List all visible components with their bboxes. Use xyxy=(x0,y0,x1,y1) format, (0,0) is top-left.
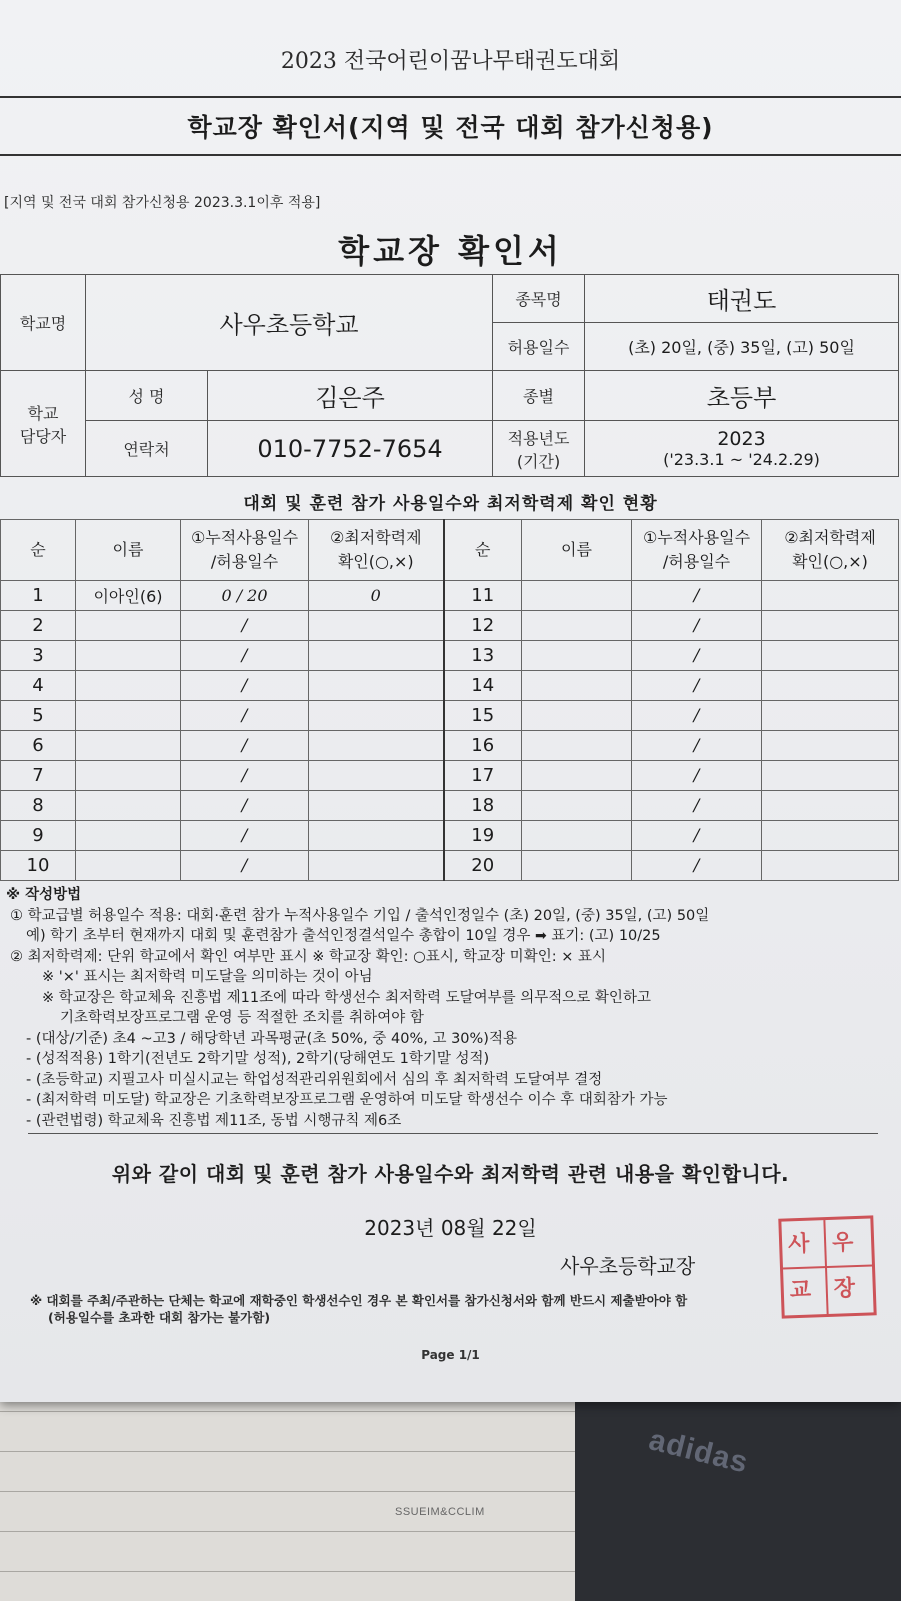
row-days: / xyxy=(632,581,762,611)
row-name xyxy=(76,611,181,641)
table-row xyxy=(1,731,899,761)
footnote xyxy=(30,1292,687,1326)
col-grade-2-line2: 확인(○,×) xyxy=(792,552,868,571)
row-grade xyxy=(762,761,899,791)
col-days-2-line1: ①누적사용일수 xyxy=(642,528,751,547)
method-divider xyxy=(28,1133,878,1134)
row-no: 20 xyxy=(444,851,522,881)
row-no: 5 xyxy=(1,701,76,731)
col-days-2 xyxy=(632,520,762,581)
manager-label xyxy=(1,371,86,477)
row-grade xyxy=(762,701,899,731)
col-name: 이름 xyxy=(76,520,181,581)
table-row xyxy=(1,761,899,791)
row-name xyxy=(522,581,632,611)
row-days: / xyxy=(632,701,762,731)
method-line: ※ 학교장은 학교체육 진흥법 제11조에 따라 학생선수 최저학력 도달여부를 의무적으로 확인하고 xyxy=(42,989,651,1006)
row-grade xyxy=(309,701,444,731)
table-row xyxy=(1,581,899,611)
method-line: - (관련법령) 학교체육 진흥법 제11조, 동법 시행규칙 제6조 xyxy=(26,1112,402,1129)
row-no: 6 xyxy=(1,731,76,761)
col-days-line1: ①누적사용일수 xyxy=(190,528,299,547)
allowed-days-value: (초) 20일, (중) 35일, (고) 50일 xyxy=(585,323,899,371)
bag-logo: adidas xyxy=(645,1423,752,1480)
row-name xyxy=(76,761,181,791)
footnote-line2: (허용일수를 초과한 대회 참가는 불가함) xyxy=(48,1310,271,1325)
method-line: - (성적적용) 1학기(전년도 2학기말 성적), 2학기(당해연도 1학기말 성적) xyxy=(26,1051,490,1067)
row-days: / xyxy=(632,851,762,881)
row-days: / xyxy=(181,791,309,821)
row-grade xyxy=(309,671,444,701)
row-grade xyxy=(762,791,899,821)
row-days: / xyxy=(181,761,309,791)
row-no: 15 xyxy=(444,701,522,731)
year-cell xyxy=(585,421,899,477)
row-grade xyxy=(309,641,444,671)
row-name xyxy=(522,671,632,701)
row-no: 12 xyxy=(444,611,522,641)
allowed-days-label: 허용일수 xyxy=(493,323,585,371)
method-line: 기초학력보장프로그램 운영 등 적절한 조치를 취하여야 함 xyxy=(60,1010,424,1026)
header-divider-bottom xyxy=(0,154,901,156)
col-no: 순 xyxy=(1,520,76,581)
row-no: 1 xyxy=(1,581,76,611)
table-row xyxy=(1,671,899,701)
year-label-line2: (기간) xyxy=(516,451,561,471)
row-name xyxy=(522,611,632,641)
method-example-notation: 표기: (고) 10/25 xyxy=(551,928,661,944)
row-days: / xyxy=(632,791,762,821)
row-grade xyxy=(762,611,899,641)
row-no: 11 xyxy=(444,581,522,611)
underlying-paper xyxy=(0,1370,575,1601)
method-heading: ※ 작성방법 xyxy=(6,887,82,903)
row-name: 이아인(6) xyxy=(76,581,181,611)
row-no: 13 xyxy=(444,641,522,671)
underlying-paper-code: SSUEIM&CCLIM xyxy=(395,1506,485,1518)
method-example-text: 예) 학기 초부터 현재까지 대회 및 훈련참가 출석인정결석일수 총합이 10일 경우 xyxy=(26,928,531,944)
row-name xyxy=(76,701,181,731)
category-label: 종별 xyxy=(493,371,585,421)
header-divider-top xyxy=(0,96,901,98)
col-grade-2 xyxy=(762,520,899,581)
row-days: / xyxy=(181,611,309,641)
contact-value: 010-7752-7654 xyxy=(208,421,493,477)
row-days: / xyxy=(181,701,309,731)
table-row xyxy=(1,821,899,851)
table-row xyxy=(1,611,899,641)
writing-method xyxy=(6,885,886,1131)
row-no: 8 xyxy=(1,791,76,821)
row-name xyxy=(522,761,632,791)
status-table xyxy=(0,519,899,881)
method-line: - (초등학교) 지필고사 미실시교는 학업성적관리위원회에서 심의 후 최저학력 도달여부 결정 xyxy=(26,1071,603,1088)
row-name xyxy=(76,851,181,881)
row-no: 9 xyxy=(1,821,76,851)
seal-character: 장 xyxy=(833,1275,856,1302)
row-grade xyxy=(309,821,444,851)
row-no: 16 xyxy=(444,731,522,761)
row-days: / xyxy=(632,641,762,671)
row-grade xyxy=(762,851,899,881)
row-no: 14 xyxy=(444,671,522,701)
row-days: 0 / 20 xyxy=(181,581,309,611)
event-value: 태권도 xyxy=(585,275,899,323)
header-title: 학교장 확인서(지역 및 전국 대회 참가신청용) xyxy=(187,113,714,142)
table-row xyxy=(1,641,899,671)
row-days: / xyxy=(181,731,309,761)
col-grade-2-line1: ②최저학력제 xyxy=(784,528,876,547)
row-no: 18 xyxy=(444,791,522,821)
school-label: 학교명 xyxy=(1,275,86,371)
method-line: - (대상/기준) 초4 ~고3 / 해당학년 과목평균(초 50%, 중 40%, 고 30%)적용 xyxy=(26,1030,517,1047)
row-days: / xyxy=(181,671,309,701)
footnote-line1: ※ 대회를 주최/주관하는 단체는 학교에 재학중인 학생선수인 경우 본 확인서를 참가신청서와 함께 반드시 제출받아야 함 xyxy=(30,1293,688,1308)
row-no: 4 xyxy=(1,671,76,701)
row-name xyxy=(522,791,632,821)
info-table xyxy=(0,274,899,477)
row-days: / xyxy=(181,851,309,881)
col-grade-line2: 확인(○,×) xyxy=(337,552,414,571)
table-row xyxy=(1,851,899,881)
event-name: 2023 전국어린이꿈나무태권도대회 xyxy=(280,49,621,74)
col-no-2: 순 xyxy=(444,520,522,581)
row-no: 3 xyxy=(1,641,76,671)
row-name xyxy=(76,671,181,701)
row-no: 10 xyxy=(1,851,76,881)
event-label: 종목명 xyxy=(493,275,585,323)
seal-divider-horizontal xyxy=(783,1264,872,1269)
row-grade xyxy=(309,761,444,791)
seal-character: 우 xyxy=(831,1229,854,1256)
method-example xyxy=(6,926,886,947)
row-days: / xyxy=(632,821,762,851)
row-days: / xyxy=(181,821,309,851)
year-label-line1: 적용년도 xyxy=(507,428,570,448)
row-grade xyxy=(309,611,444,641)
table-row xyxy=(1,701,899,731)
row-days: / xyxy=(632,731,762,761)
status-header-row xyxy=(1,520,899,581)
row-grade xyxy=(309,791,444,821)
status-section-title: 대회 및 훈련 참가 사용일수와 최저학력제 확인 현황 xyxy=(243,494,658,514)
col-days xyxy=(181,520,309,581)
row-days: / xyxy=(632,611,762,641)
row-grade xyxy=(762,821,899,851)
row-days: / xyxy=(181,641,309,671)
col-days-line2: /허용일수 xyxy=(210,552,279,571)
method-line: ② 최저학력제: 단위 학교에서 확인 여부만 표시 ※ 학교장 확인: ○표시, 학교장 미확인: × 표시 xyxy=(10,948,606,965)
row-grade xyxy=(762,641,899,671)
row-name xyxy=(522,701,632,731)
manager-name: 김은주 xyxy=(208,371,493,421)
year-period: ('23.3.1 ~ '24.2.29) xyxy=(663,450,820,469)
method-line: ※ '×' 표시는 최저학력 미도달을 의미하는 것이 아님 xyxy=(42,969,373,985)
method-line: ① 학교급별 허용일수 적용: 대회·훈련 참가 누적사용일수 기입 / 출석인정일수 (초) 20일, (중) 35일, (고) 50일 xyxy=(10,907,710,924)
row-grade xyxy=(762,671,899,701)
manager-label-line1: 학교 xyxy=(27,403,59,423)
row-name xyxy=(522,821,632,851)
principal-seal xyxy=(778,1215,876,1318)
col-grade-line1: ②최저학력제 xyxy=(329,528,422,547)
school-name: 사우초등학교 xyxy=(86,275,493,371)
confirmation-statement: 위와 같이 대회 및 훈련 참가 사용일수와 최저학력 관련 내용을 확인합니다. xyxy=(111,1162,790,1186)
row-name xyxy=(76,641,181,671)
row-no: 19 xyxy=(444,821,522,851)
row-name xyxy=(76,791,181,821)
table-row xyxy=(1,791,899,821)
year-value: 2023 xyxy=(717,428,766,450)
category-value: 초등부 xyxy=(585,371,899,421)
seal-character: 사 xyxy=(787,1230,810,1258)
row-grade xyxy=(762,581,899,611)
row-no: 7 xyxy=(1,761,76,791)
row-grade xyxy=(309,731,444,761)
method-line: - (최저학력 미도달) 학교장은 기초학력보장프로그램 운영하여 미도달 학생선수 이수 후 대회참가 가능 xyxy=(26,1092,668,1108)
arrow-right-icon: ➡ xyxy=(535,928,547,944)
row-no: 17 xyxy=(444,761,522,791)
year-label xyxy=(493,421,585,477)
row-days: / xyxy=(632,761,762,791)
row-grade xyxy=(762,731,899,761)
row-days: / xyxy=(632,671,762,701)
row-name xyxy=(522,851,632,881)
row-grade xyxy=(309,851,444,881)
document-date: 2023년 08월 22일 xyxy=(364,1216,537,1240)
row-no: 2 xyxy=(1,611,76,641)
col-grade xyxy=(309,520,444,581)
row-grade: 0 xyxy=(309,581,444,611)
name-label: 성 명 xyxy=(86,371,208,421)
row-name xyxy=(522,641,632,671)
row-name xyxy=(76,821,181,851)
contact-label: 연락처 xyxy=(86,421,208,477)
row-name xyxy=(522,731,632,761)
page-number: Page 1/1 xyxy=(421,1348,480,1362)
manager-label-line2: 담당자 xyxy=(19,426,67,446)
apply-note: [지역 및 전국 대회 참가신청용 2023.3.1이후 적용] xyxy=(4,195,321,211)
row-name xyxy=(76,731,181,761)
document-title: 학교장 확인서 xyxy=(338,232,563,270)
col-name-2: 이름 xyxy=(522,520,632,581)
col-days-2-line2: /허용일수 xyxy=(662,552,731,571)
principal-signature-line: 사우초등학교장 xyxy=(560,1254,696,1278)
seal-character: 교 xyxy=(789,1276,812,1304)
